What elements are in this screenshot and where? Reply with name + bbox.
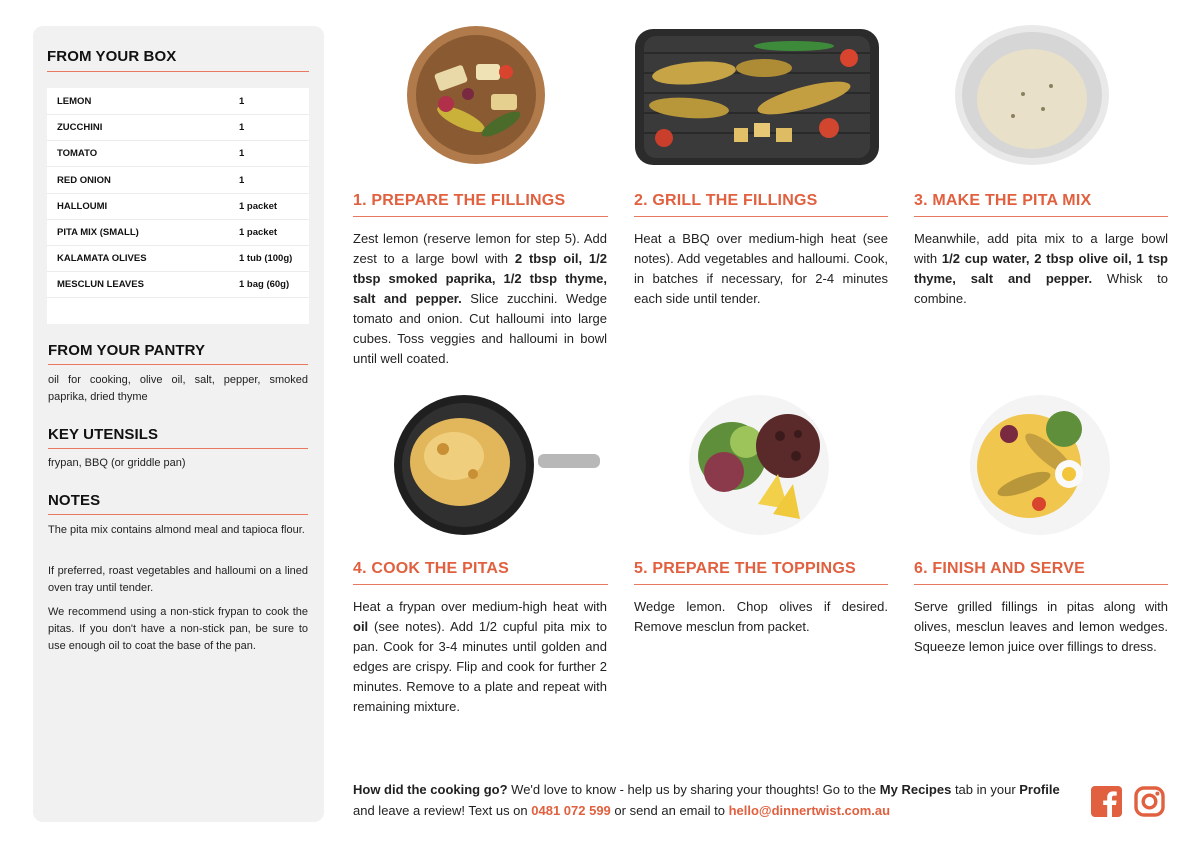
step-4-text (353, 597, 607, 717)
step-6-text (914, 597, 1168, 657)
served-pita-plate-photo (969, 394, 1111, 536)
box-items-table (47, 88, 309, 324)
footer-text: and leave a review! Text us on (353, 803, 532, 818)
from-your-box-heading: FROM YOUR BOX (47, 48, 177, 65)
footer-text: We'd love to know - help us by sharing your thoughts! Go to the (507, 782, 880, 797)
bold-ingredient-text: 2 tbsp oil, 1/2 tbsp smoked paprika, 1/2 tbsp thyme, salt and pepper. (353, 251, 607, 306)
item-name: HALLOUMI (57, 201, 108, 212)
instagram-icon[interactable] (1134, 786, 1165, 817)
item-name: MESCLUN LEAVES (57, 279, 144, 290)
step-3-title: 3. MAKE THE PITA MIX (914, 192, 1092, 209)
step-text-segment: Heat a BBQ over medium-high heat (see notes). Add vegetables and halloumi. Cook, in batches if necessary, for 2-4 minutes each side until tender. (634, 231, 888, 306)
feedback-footer (353, 779, 1073, 821)
table-row (47, 220, 309, 246)
note-text: The pita mix contains almond meal and tapioca flour. (48, 524, 305, 536)
utensils-text: frypan, BBQ (or griddle pan) (48, 457, 186, 469)
table-row (47, 246, 309, 272)
divider (48, 514, 308, 515)
item-qty: 1 (239, 122, 245, 133)
table-row (47, 141, 309, 167)
table-row (47, 272, 309, 298)
footer-text: or send an email to (610, 803, 729, 818)
divider (353, 584, 608, 585)
note-text: If preferred, roast vegetables and halloumi on a lined oven tray until tender. (48, 565, 308, 594)
step-2-title: 2. GRILL THE FILLINGS (634, 192, 818, 209)
bold-text: How did the cooking go? (353, 782, 508, 797)
facebook-icon[interactable] (1091, 786, 1122, 817)
pantry-text: oil for cooking, olive oil, salt, pepper, smoked paprika, dried thyme (48, 374, 308, 403)
table-row (47, 115, 309, 141)
bold-text: Profile (1019, 782, 1060, 797)
item-qty: 1 tub (100g) (239, 253, 293, 264)
table-row (47, 168, 309, 194)
table-row (47, 194, 309, 220)
key-utensils-heading: KEY UTENSILS (48, 426, 159, 443)
step-text-segment: Heat a frypan over medium-high heat with (353, 599, 607, 614)
table-row (47, 89, 309, 115)
note-text: We recommend using a non-stick frypan to cook the pitas. If you don't have a non-stick pan, be sure to use enough oil to coat the base of the pan. (48, 606, 308, 652)
step-2-text (634, 229, 888, 309)
divider (914, 584, 1168, 585)
step-text-segment: Wedge lemon. Chop olives if desired. Remove mesclun from packet. (634, 599, 888, 634)
step-text-segment: Meanwhile, add pita mix to a large bowl with (914, 231, 1168, 266)
item-qty: 1 (239, 175, 245, 186)
step-5-text (634, 597, 888, 637)
item-name: PITA MIX (SMALL) (57, 227, 139, 238)
step-5-title: 5. PREPARE THE TOPPINGS (634, 560, 856, 577)
divider (914, 216, 1168, 217)
pita-batter-bowl-photo (953, 24, 1111, 166)
item-qty: 1 packet (239, 227, 278, 238)
item-qty: 1 bag (60g) (239, 279, 290, 290)
salad-olives-lemon-photo (688, 394, 830, 536)
item-name: TOMATO (57, 148, 98, 159)
item-name: LEMON (57, 96, 92, 107)
griddle-pan-photo (634, 28, 880, 166)
contact-link[interactable]: hello@dinnertwist.com.au (728, 803, 891, 818)
item-name: ZUCCHINI (57, 122, 103, 133)
contact-link[interactable]: 0481 072 599 (531, 803, 611, 818)
divider (48, 364, 308, 365)
step-1-text (353, 229, 607, 369)
step-text-segment: Serve grilled fillings in pitas along with olives, mesclun leaves and lemon wedges. Squeeze lemon juice over fillings to dress. (914, 599, 1168, 654)
bold-ingredient-text: 1/2 cup water, 2 tbsp olive oil, 1 tsp thyme, salt and pepper. (914, 251, 1169, 286)
step-6-title: 6. FINISH AND SERVE (914, 560, 1085, 577)
step-text-segment: Zest lemon (reserve lemon for step 5). Add zest to a large bowl with (353, 231, 607, 266)
step-text-segment: Whisk to combine. (914, 271, 1168, 306)
bold-text: My Recipes (879, 782, 952, 797)
item-qty: 1 (239, 148, 245, 159)
divider (634, 216, 888, 217)
notes-heading: NOTES (48, 492, 101, 509)
step-text-segment: Slice zucchini. Wedge tomato and onion. Cut halloumi into large cubes. Toss veggies and halloumi in bowl until well coated. (353, 291, 607, 366)
divider (634, 584, 888, 585)
step-3-text (914, 229, 1168, 309)
divider (48, 448, 308, 449)
divider (47, 71, 309, 72)
item-name: KALAMATA OLIVES (57, 253, 147, 264)
footer-text: tab in your (951, 782, 1020, 797)
frypan-pita-photo (388, 394, 600, 536)
item-name: RED ONION (57, 175, 111, 186)
step-text-segment: (see notes). Add 1/2 cupful pita mix to pan. Cook for 3-4 minutes until golden and edges are crispy. Flip and cook for further 2 minutes. Remove to a plate and repeat with remaining mixture. (353, 619, 607, 714)
step-1-title: 1. PREPARE THE FILLINGS (353, 192, 566, 209)
item-qty: 1 packet (239, 201, 278, 212)
bold-ingredient-text: oil (353, 619, 369, 634)
from-your-pantry-heading: FROM YOUR PANTRY (48, 342, 206, 359)
divider (353, 216, 608, 217)
step-4-title: 4. COOK THE PITAS (353, 560, 510, 577)
bowl-of-vegetables-photo (406, 24, 546, 166)
item-qty: 1 (239, 96, 245, 107)
